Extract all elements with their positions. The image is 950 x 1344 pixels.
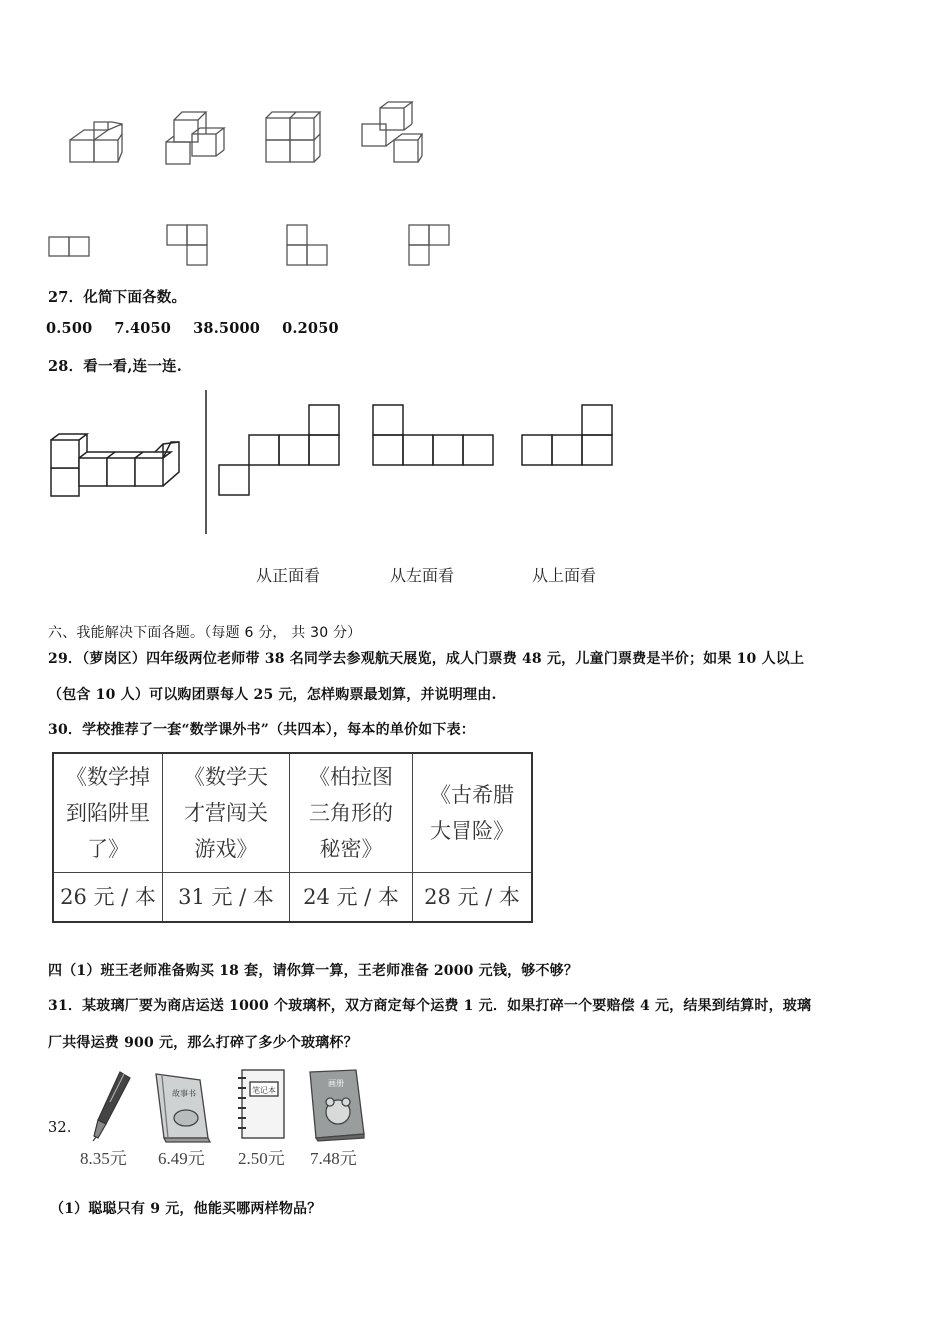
- book-title-line: 秘密》: [319, 837, 383, 861]
- q31-line1: 31．某玻璃厂要为商店运送 1000 个玻璃杯，双方商定每个运费 1 元．如果打碎一个要赔偿 4 元，结果到结算时，玻璃: [48, 998, 812, 1014]
- book-title-line: 《古希腊: [430, 783, 514, 807]
- book-title-line: 到陷阱里: [66, 801, 150, 825]
- book-title-cell: [163, 753, 290, 873]
- story-book-price: 6.49元: [158, 1149, 205, 1168]
- book-title-line: 才营闯关: [184, 801, 268, 825]
- story-book-icon: [152, 1072, 214, 1142]
- book-price-cell: 24 元 / 本: [290, 873, 413, 923]
- view-d: [408, 224, 452, 268]
- q28-title: 28．看一看,连一连.: [48, 358, 182, 375]
- notebook-icon: [236, 1068, 288, 1142]
- q29-line2: （包含 10 人）可以购团票每人 25 元，怎样购票最划算，并说明理由.: [48, 687, 497, 703]
- notebook-price: 2.50元: [238, 1149, 285, 1168]
- view-b: [166, 224, 210, 268]
- book-title-line: 大冒险》: [430, 819, 514, 843]
- solid-c: [262, 108, 322, 166]
- book-price-table: [52, 752, 533, 923]
- q27-title: 27．化简下面各数。: [48, 289, 187, 306]
- book-price-cell: 28 元 / 本: [413, 873, 533, 923]
- pen-icon: [90, 1070, 134, 1142]
- book-title-line: 游戏》: [194, 837, 258, 861]
- q28-divider: [204, 390, 208, 534]
- q32-sub1: （1）聪聪只有 9 元，他能买哪两样物品？: [50, 1201, 322, 1217]
- q28-view-a: [218, 404, 342, 496]
- view-c: [286, 224, 330, 268]
- story-book-cover-text: 故事书: [172, 1089, 196, 1098]
- q27-number: 0.2050: [282, 320, 339, 337]
- q28-label-left: 从左面看: [390, 566, 455, 585]
- view-a: [48, 236, 92, 258]
- q28-view-c: [521, 404, 617, 468]
- q27-number: 38.5000: [193, 320, 261, 337]
- book-title-cell: [413, 753, 533, 873]
- q29-line1: 29．（萝岗区）四年级两位老师带 38 名同学去参观航天展览，成人门票费 48 元，儿童门票费是半价；如果 10 人以上: [48, 651, 805, 667]
- q27-number: 7.4050: [114, 320, 172, 337]
- solid-d: [358, 98, 424, 166]
- q30-intro: 30．学校推荐了一套“数学课外书”（共四本），每本的单价如下表：: [48, 722, 475, 738]
- picture-book-price: 7.48元: [310, 1149, 357, 1168]
- section6-heading: 六、我能解决下面各题。（每题 6 分， 共 30 分）: [48, 625, 362, 641]
- notebook-cover-text: 笔记本: [252, 1086, 276, 1095]
- book-title-line: 三角形的: [309, 801, 393, 825]
- book-title-cell: [290, 753, 413, 873]
- book-price-cell: 26 元 / 本: [53, 873, 163, 923]
- solid-b: [162, 106, 226, 168]
- book-title-line: 了》: [87, 837, 129, 861]
- q30-question: 四（1）班王老师准备购买 18 套，请你算一算，王老师准备 2000 元钱，够不够？: [48, 963, 579, 979]
- book-price-cell: 31 元 / 本: [163, 873, 290, 923]
- picture-book-cover-text: 画册: [328, 1079, 344, 1088]
- q28-label-top: 从上面看: [532, 566, 597, 585]
- q27-number: 0.500: [46, 320, 93, 337]
- q31-line2: 厂共得运费 900 元，那么打碎了多少个玻璃杯？: [48, 1035, 358, 1051]
- book-title-line: 《数学掉: [66, 765, 150, 789]
- solid-a: [66, 118, 126, 166]
- q28-solid: [48, 432, 188, 498]
- q27-numbers: [46, 320, 361, 337]
- q28-label-front: 从正面看: [256, 566, 321, 585]
- q32-number: 32．: [48, 1120, 82, 1136]
- book-title-cell: [53, 753, 163, 873]
- q28-view-b: [372, 404, 498, 468]
- book-title-line: 《数学天: [184, 765, 268, 789]
- picture-book-icon: [306, 1068, 368, 1142]
- pen-price: 8.35元: [80, 1149, 127, 1168]
- book-title-line: 《柏拉图: [309, 765, 393, 789]
